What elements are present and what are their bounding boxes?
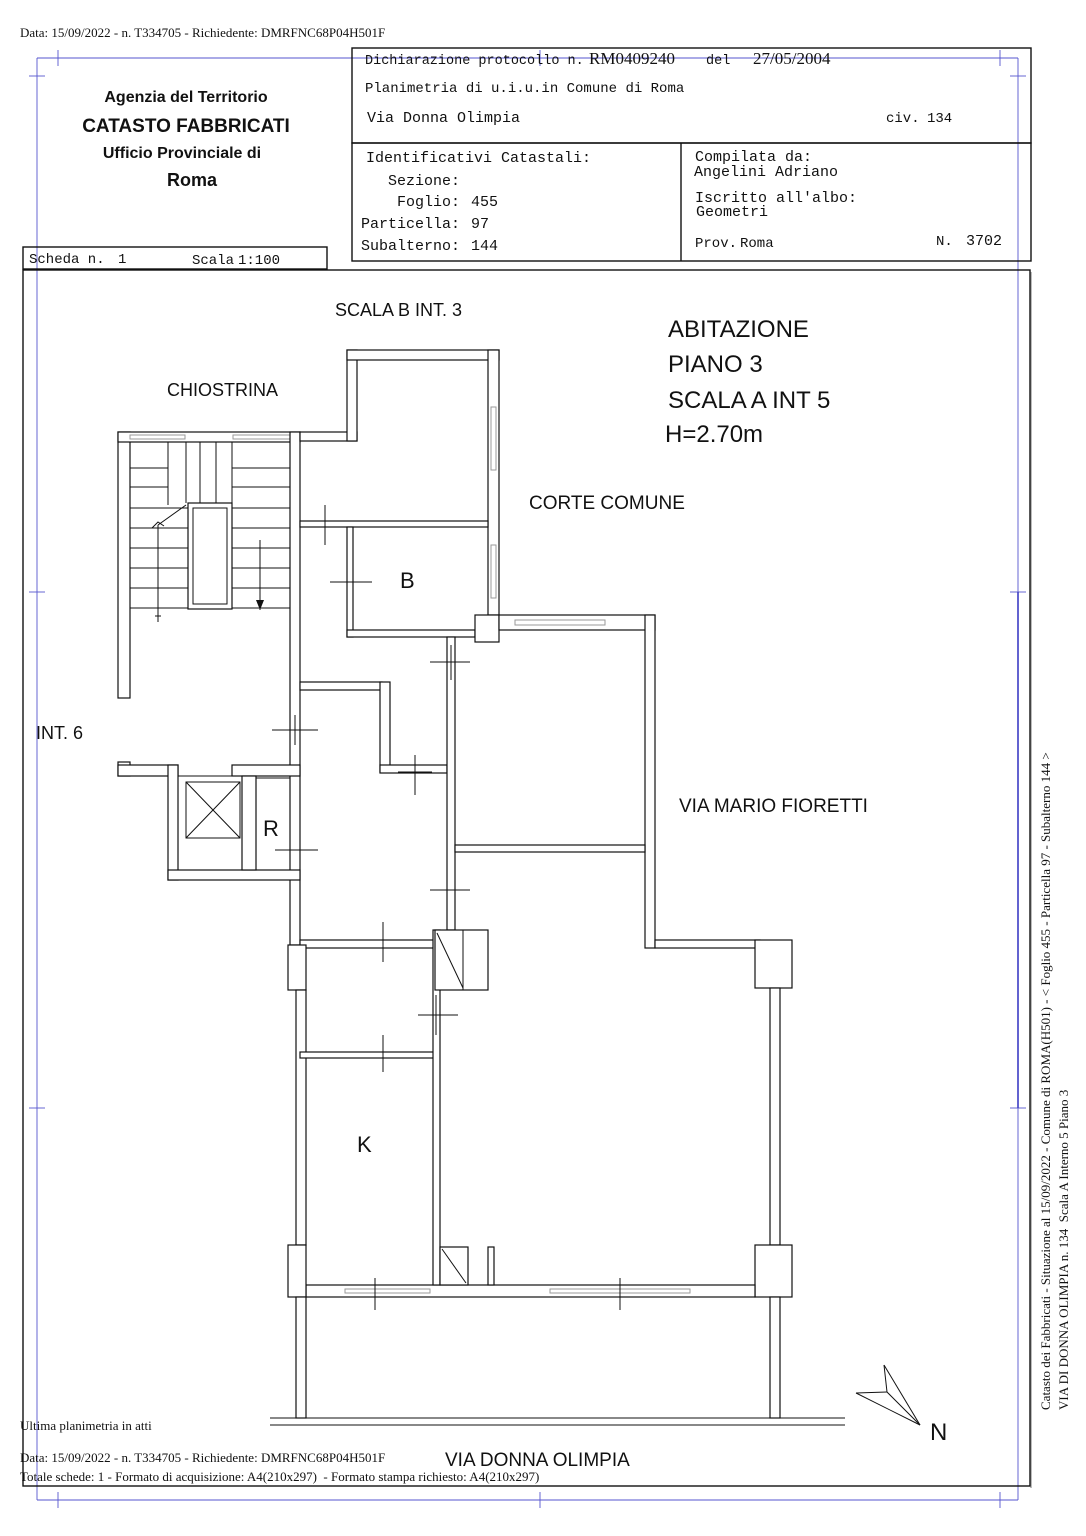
wall [488,1247,494,1285]
ufficio-label: Ufficio Provinciale di [102,145,262,162]
wall [347,350,357,441]
scheda-label: Scheda n. [29,252,105,268]
window [345,1289,430,1293]
floor-plan [36,300,947,1471]
label-via-fioretti: VIA MARIO FIORETTI [679,796,868,817]
living-room [306,940,792,1297]
label-room-r: R [263,816,279,841]
room-b-walls [347,527,499,642]
wall [447,637,455,930]
identificativi-section [361,150,591,255]
iscritto-label: Iscritto all'albo: [695,190,858,207]
foglio-label: Foglio: [396,194,460,211]
north-arrow-icon [856,1365,920,1425]
wall [455,845,645,852]
pier [475,615,499,642]
prov-value: Roma [740,236,774,252]
staircase [118,432,300,945]
window [130,435,185,439]
footer-totale-line: Totale schede: 1 - Formato di acquisizione: A4(210x297) - Formato stampa richiesto: A4(210x297) [20,1469,540,1484]
wall [770,988,780,1245]
label-piano: PIANO 3 [668,351,763,378]
window [233,435,290,439]
corridor-walls [300,637,455,930]
wall [296,1297,306,1418]
compilata-section [694,149,1002,252]
wall [347,350,499,360]
wall [770,1297,780,1418]
footer-last-plan: Ultima planimetria in atti [20,1418,152,1433]
scheda-number: 1 [118,252,127,268]
pier [288,1245,306,1297]
label-scala-b: SCALA B INT. 3 [335,300,463,320]
wall [645,615,655,948]
subalterno-label: Subalterno: [360,238,460,255]
declaration-section [365,49,952,127]
label-chiostrina: CHIOSTRINA [167,380,279,400]
north-arrow-line [856,1392,887,1393]
label-north: N [930,1419,948,1446]
particella-value: 97 [471,216,490,233]
catasto-title: CATASTO FABBRICATI [82,116,290,137]
wall [242,776,256,870]
shaft-box [435,930,488,990]
wall [168,765,178,880]
wall [655,940,760,948]
wall [168,870,300,880]
del-label: del [706,54,731,69]
label-int6: INT. 6 [36,723,84,743]
wall [300,940,435,948]
pier [755,940,792,988]
label-room-b: B [400,568,415,593]
side-caption-line1: Catasto dei Fabbricati - Situazione al 15/09/2022 - Comune di ROMA(H501) - < Foglio 455 - Particella 97 - Subalterno 144 > [1038,752,1053,1410]
scala-label: Scala [192,253,235,269]
pier [755,1245,792,1297]
office-block [82,89,290,190]
wall [300,682,382,690]
label-abitazione: ABITAZIONE [668,316,809,343]
n-value: 3702 [966,233,1003,250]
office-city: Roma [166,170,218,190]
side-caption-line2: VIA DI DONNA OLIMPIA n. 134 Scala A Interno 5 Piano 3 [1056,1089,1071,1410]
label-room-k: K [357,1132,372,1157]
foglio-value: 455 [471,194,499,211]
label-via-olimpia: VIA DONNA OLIMPIA [445,1450,630,1471]
wall [380,682,390,772]
upper-right-room [455,615,655,948]
wall [232,765,300,776]
wall [290,432,300,945]
planimetria-line: Planimetria di u.i.u.in Comune di Roma [365,81,685,97]
wall [118,432,130,698]
albo-value: Geometri [696,204,769,221]
stair-well [188,503,232,609]
label-scala-a: SCALA A INT 5 [668,387,831,414]
declaration-date: 27/05/2004 [753,49,831,68]
identificativi-title: Identificativi Catastali: [366,150,592,167]
n-label: N. [936,234,953,250]
address-street: Via Donna Olimpia [367,110,521,127]
civ-number: 134 [927,111,953,127]
agency-name: Agenzia del Territorio [104,89,268,106]
label-height: H=2.70m [665,421,764,448]
pier [288,945,306,990]
scala-value: 1:100 [238,253,281,269]
sezione-label: Sezione: [387,173,460,190]
wall [296,990,306,1245]
protocol-number: RM0409240 [589,49,675,68]
particella-label: Particella: [360,216,460,233]
prov-label: Prov. [695,236,738,252]
bath-kitchen [288,930,494,1297]
window [515,620,605,625]
balcony [270,1297,845,1425]
label-corte: CORTE COMUNE [529,493,685,514]
wall [300,521,488,527]
compiler-name: Angelini Adriano [694,164,839,181]
window [491,407,496,470]
civ-label: civ. [886,111,920,127]
subalterno-value: 144 [471,238,499,255]
footer-data-line: Data: 15/09/2022 - n. T334705 - Richiedente: DMRFNC68P04H501F [20,1450,386,1465]
window [491,545,496,598]
declaration-label: Dichiarazione protocollo n. [365,54,584,69]
wall [347,630,475,637]
top-data-line: Data: 15/09/2022 - n. T334705 - Richiedente: DMRFNC68P04H501F [20,25,386,40]
wall [300,1052,435,1058]
compilata-label: Compilata da: [695,149,813,166]
